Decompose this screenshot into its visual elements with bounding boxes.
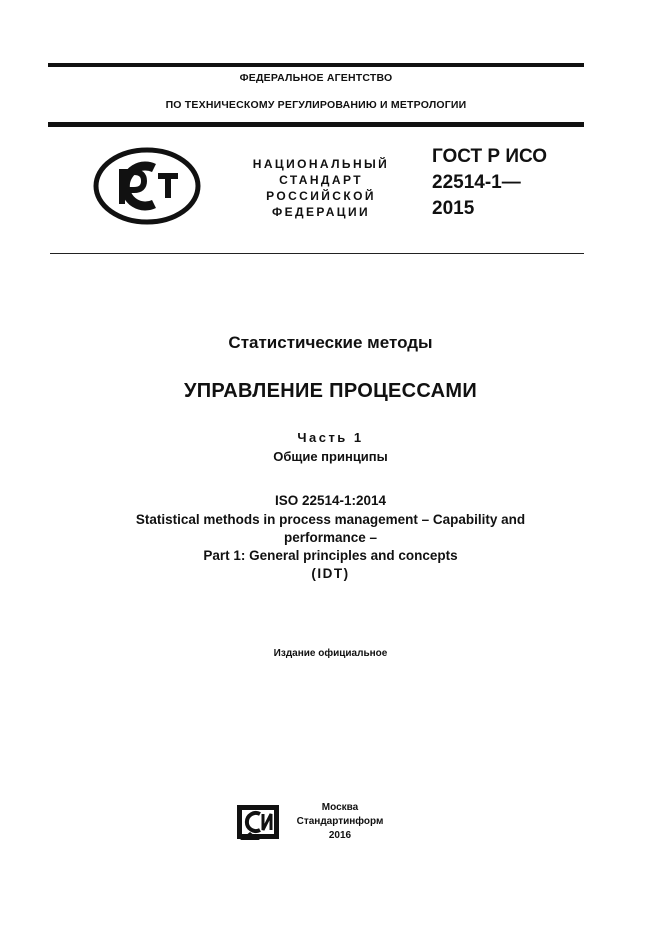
equivalence-mark: (IDT) <box>311 566 350 581</box>
general-title: Статистические методы <box>228 333 433 352</box>
main-title: УПРАВЛЕНИЕ ПРОЦЕССАМИ <box>184 380 477 402</box>
standard-type-line-2: СТАНДАРТ <box>279 173 363 187</box>
agency-line-1: ФЕДЕРАЛЬНОЕ АГЕНТСТВО <box>239 72 393 84</box>
standard-type-line-3: РОССИЙСКОЙ <box>266 189 376 203</box>
standard-type-line-4: ФЕДЕРАЦИИ <box>271 205 371 219</box>
header-bottom-rule <box>50 253 584 254</box>
designation-line-1: ГОСТ Р ИСО <box>432 146 548 167</box>
agency-line-2: ПО ТЕХНИЧЕСКОМУ РЕГУЛИРОВАНИЮ И МЕТРОЛОГИИ <box>165 99 467 111</box>
part-title: Общие принципы <box>273 449 388 464</box>
english-title-line-3: Part 1: General principles and concepts <box>203 548 458 563</box>
english-title <box>0 511 661 583</box>
part-number: Часть 1 <box>297 430 364 445</box>
top-rule <box>48 63 584 67</box>
publisher-name: Стандартинформ <box>296 816 384 827</box>
standard-type-line-1: НАЦИОНАЛЬНЫЙ <box>252 157 390 171</box>
english-title-line-2: performance – <box>283 530 378 545</box>
designation-line-2: 22514-1— <box>432 172 521 193</box>
standard-type <box>222 156 420 220</box>
publisher-block <box>284 801 396 843</box>
edition-note: Издание официальное <box>273 648 388 659</box>
rst-certification-mark-icon <box>92 146 202 226</box>
header-rule <box>48 122 584 127</box>
publication-year: 2016 <box>328 830 352 841</box>
iso-number: ISO 22514-1:2014 <box>274 493 387 508</box>
standartinform-logo-icon <box>236 804 280 840</box>
standard-designation <box>432 144 547 222</box>
english-title-line-1: Statistical methods in process management – Capability and <box>135 512 526 527</box>
designation-line-3: 2015 <box>432 198 475 219</box>
publisher-city: Москва <box>321 802 359 813</box>
